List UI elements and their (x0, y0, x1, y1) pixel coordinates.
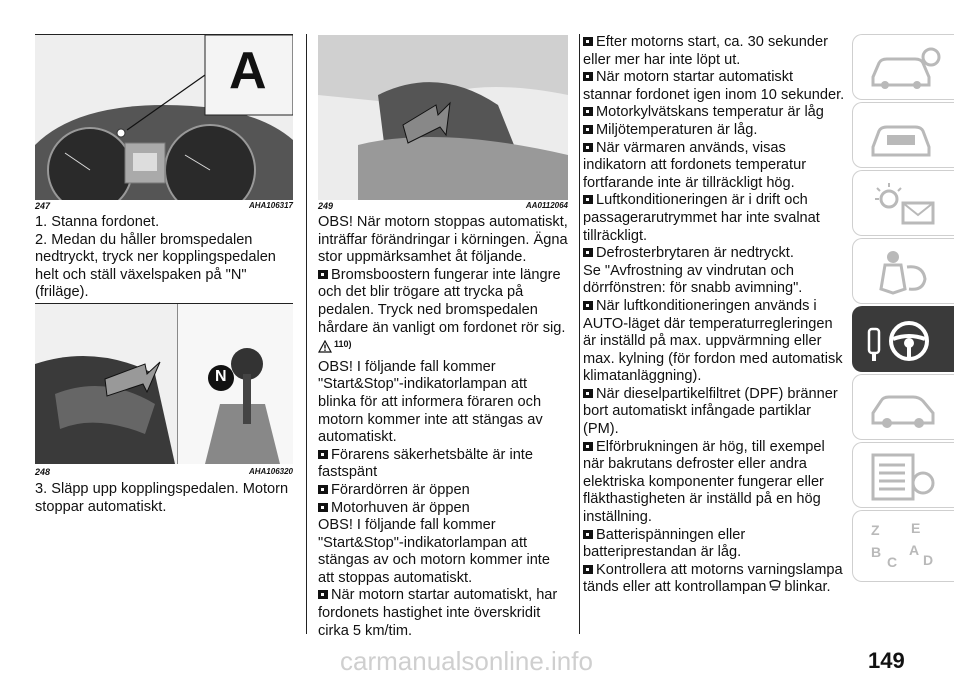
tab-index[interactable] (852, 510, 954, 582)
bullet-auto-restart (583, 69, 845, 104)
watermark-text: carmanualsonline.info (340, 646, 593, 676)
bullet-text: Efter motorns start, ca. 30 sekunder eller mer har inte löpt ut. (583, 34, 828, 68)
step-1: 1. Stanna fordonet. (35, 214, 160, 230)
checklist-icon (865, 451, 945, 501)
paragraph-obs-1: OBS! När motorn stoppas automatiskt, inträffar förändringar i körningen. Ägna stor uppmärksamhet åt följande. (318, 214, 568, 266)
column-1-text-bottom (35, 481, 293, 516)
figure-247-caption (35, 201, 293, 211)
bullet-text: När värmaren används, visas indikatorn att fordonets temperatur fortfarande inte är tillräckligt hög. (583, 139, 807, 191)
paragraph-obs-3: OBS! I följande fall kommer "Start&Stop"-indikatorlampan att stängas av och motorn kommer inte att stoppas automatiskt. (318, 517, 550, 586)
paragraph-obs-2: OBS! I följande fall kommer "Start&Stop"-indikatorlampan att blinka för att informera föraren och motorn kommer inte att stängas av automatiskt. (318, 358, 543, 446)
bullet-text: Luftkonditioneringen är i drift och passagerarutrymmet har inte svalnat tillräckligt. (583, 192, 820, 244)
svg-text:Z: Z (871, 522, 880, 538)
car-info-icon (865, 43, 945, 93)
bullet-text: Motorhuven är öppen (331, 499, 470, 516)
bullet-text: Miljötemperaturen är låg. (596, 121, 758, 138)
tab-car-info[interactable] (852, 34, 954, 100)
column-divider-1 (306, 34, 307, 634)
bullet-icon (583, 442, 593, 451)
figure-number: 247 (35, 201, 51, 211)
figure-code: AA0112064 (525, 201, 568, 210)
clutch-pedal-illustration (35, 304, 293, 464)
step-2: 2. Medan du håller bromspedalen nedtryckt, tryck ner kopplingspedalen helt och ställ växelspaken på "N" (friläge). (35, 231, 276, 301)
bullet-power-consumption (583, 439, 845, 527)
tab-technical-data[interactable] (852, 442, 954, 508)
car-dashboard-icon (865, 111, 945, 161)
tab-warning-lights[interactable] (852, 170, 954, 236)
bullet-after-start (583, 34, 845, 69)
bullet-icon (583, 530, 593, 539)
svg-text:D: D (923, 552, 934, 568)
airbag-person-icon (865, 247, 945, 297)
tab-dashboard[interactable] (852, 102, 954, 168)
warning-triangle-icon (318, 340, 332, 353)
pedal-foot-illustration (318, 35, 568, 200)
bullet-text: Defrosterbrytaren är nedtryckt. (596, 245, 794, 262)
bullet-icon (583, 248, 593, 257)
tab-safety[interactable] (852, 238, 954, 304)
gear-neutral-label: N (215, 368, 227, 385)
figure-code: AHA106317 (248, 201, 293, 210)
warning-reference (318, 337, 568, 359)
bullet-icon (583, 389, 593, 398)
bullet-icon (583, 125, 593, 134)
figure-248-clutch-pedal (35, 304, 293, 464)
bullet-icon (318, 590, 328, 599)
bullet-icon (583, 195, 593, 204)
bullet-text: När motorn startar automatiskt, har fordonets hastighet inte överskridit cirka 5 km/tim. (318, 587, 558, 639)
tab-starting-driving[interactable] (852, 306, 954, 372)
bullet-seat-belt (318, 447, 568, 482)
paragraph-see-defrost: Se "Avfrostning av vindrutan och dörrfönstren: för snabb avimning". (583, 262, 803, 297)
svg-text:A: A (909, 542, 920, 558)
bullet-icon (583, 72, 593, 81)
figure-249-caption (318, 201, 568, 211)
bullet-coolant (583, 104, 845, 122)
column-2-text (318, 214, 568, 640)
bullet-text: När luftkonditioneringen används i AUTO-läget där temperaturregleringen är inställd på max. uppvärmning eller max. kylning (för fordon med automatisk klimatanläggning). (583, 297, 843, 385)
bullet-heater (583, 140, 845, 193)
warning-number: 110) (334, 338, 352, 349)
tab-emergency[interactable] (852, 374, 954, 440)
steering-wheel-key-icon (865, 315, 945, 365)
page-number: 149 (868, 648, 905, 673)
bullet-icon (318, 503, 328, 512)
figure-248-caption (35, 467, 293, 477)
figure-number: 249 (318, 201, 334, 211)
bullet-text: Förarens säkerhetsbälte är inte fastspänt (318, 446, 533, 481)
column-divider-2 (579, 34, 580, 634)
bullet-auto-climate (583, 298, 845, 386)
bullet-text: Förardörren är öppen (331, 481, 470, 498)
bullet-icon (318, 485, 328, 494)
bullet-text: Elförbrukningen är hög, till exempel när bakrutans defroster eller andra elektriska komponenter fungerar eller fläkthastigheten är inställd på en hög inställning. (583, 438, 825, 526)
bullet-hood (318, 500, 568, 518)
bullet-text: När motorn startar automatiskt stannar fordonet igen inom 10 sekunder. (583, 69, 845, 103)
glow-plug-indicator-icon (768, 579, 782, 591)
bullet-ambient-temp (583, 122, 845, 140)
svg-text:C: C (887, 554, 898, 570)
bullet-text: Motorkylvätskans temperatur är låg (596, 104, 824, 121)
bullet-icon (318, 270, 328, 279)
bullet-icon (583, 565, 593, 574)
bullet-driver-door (318, 482, 568, 500)
bullet-icon (583, 37, 593, 46)
column-3-text (583, 34, 845, 597)
bullet-icon (583, 107, 593, 116)
bullet-ac (583, 192, 845, 245)
step-3: 3. Släpp upp kopplingspedalen. Motorn stoppar automatiskt. (35, 481, 289, 515)
bullet-icon (583, 301, 593, 310)
car-side-icon (865, 383, 945, 433)
figure-code: AHA106320 (248, 467, 293, 476)
column-1-text-top (35, 214, 293, 302)
figure-number: 248 (35, 467, 51, 477)
bullet-defroster (583, 245, 845, 263)
svg-text:B: B (871, 544, 882, 560)
svg-text:E: E (911, 520, 921, 536)
figure-247-instrument-cluster (35, 35, 293, 200)
bullet-icon (583, 143, 593, 152)
bullet-dpf (583, 386, 845, 439)
bullet-speed (318, 587, 568, 640)
figure-label-a: A (229, 42, 267, 100)
bullet-brake-booster (318, 267, 568, 337)
bullet-text-end: blinkar. (784, 579, 831, 596)
bullet-engine-warning (583, 562, 845, 597)
bullet-text: Kontrollera att motorns varningslampa tänds eller att kontrollampan (583, 561, 843, 596)
bullet-icon (318, 450, 328, 459)
bullet-text: Bromsboostern fungerar inte längre och det blir trögare att trycka på pedalen. Tryck ned bromspedalen hårdare än vanligt om fordonet rör sig. (318, 266, 566, 336)
bullet-text: Batterispänningen eller batteriprestandan är låg. (583, 526, 746, 561)
figure-249-pedal-foot (318, 35, 568, 200)
bullet-battery (583, 527, 845, 562)
alphabet-index-icon (865, 519, 945, 575)
bullet-text: När dieselpartikelfiltret (DPF) bränner bort automatiskt infångade partiklar (PM). (583, 385, 838, 438)
warning-lights-icon (865, 179, 945, 229)
